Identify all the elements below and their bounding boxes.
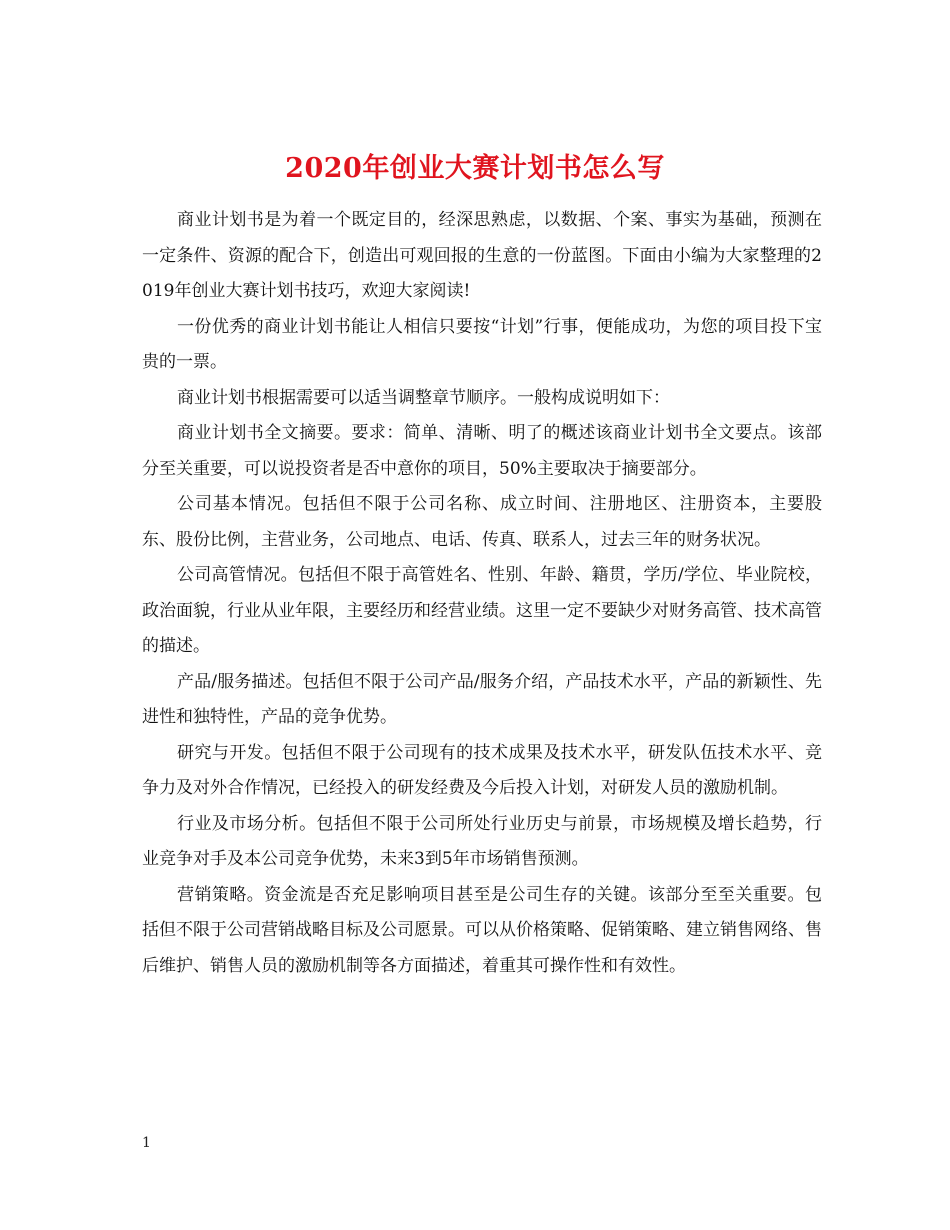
paragraph-management: 公司高管情况。包括但不限于高管姓名、性别、年龄、籍贯，学历/学位、毕业院校，政治面貌，行业从业年限，主要经历和经营业绩。这里一定不要缺少对财务高管、技术高管的描述。 [142, 565, 822, 656]
paragraph-summary: 商业计划书全文摘要。要求：简单、清晰、明了的概述该商业计划书全文要点。该部分至关重要，可以说投资者是否中意你的项目，50%主要取决于摘要部分。 [142, 423, 822, 479]
document-title: 2020年创业大赛计划书怎么写 [285, 153, 665, 185]
paragraph-intro: 商业计划书是为着一个既定目的，经深思熟虑，以数据、个案、事实为基础，预测在一定条件、资源的配合下，创造出可观回报的生意的一份蓝图。下面由小编为大家整理的2019年创业大赛计划书技巧，欢迎大家阅读! [142, 210, 822, 301]
paragraph-structure: 商业计划书根据需要可以适当调整章节顺序。一般构成说明如下： [177, 387, 670, 408]
paragraph-research: 研究与开发。包括但不限于公司现有的技术成果及技术水平，研发队伍技术水平、竞争力及对外合作情况，已经投入的研发经费及今后投入计划，对研发人员的激励机制。 [142, 742, 822, 798]
document-body [142, 203, 822, 984]
paragraph-company-info: 公司基本情况。包括但不限于公司名称、成立时间、注册地区、注册资本，主要股东、股份比例，主营业务，公司地点、电话、传真、联系人，过去三年的财务状况。 [142, 494, 822, 550]
paragraph-products: 产品/服务描述。包括但不限于公司产品/服务介绍，产品技术水平，产品的新颖性、先进性和独特性，产品的竞争优势。 [142, 671, 822, 727]
paragraph-marketing-strategy: 营销策略。资金流是否充足影响项目甚至是公司生存的关键。该部分至至关重要。包括但不限于公司营销战略目标及公司愿景。可以从价格策略、促销策略、建立销售网络、售后维护、销售人员的激励机制等各方面描述，着重其可操作性和有效性。 [142, 884, 822, 976]
page-number: 1 [142, 1135, 151, 1151]
paragraph-excellent-plan: 一份优秀的商业计划书能让人相信只要按“计划”行事，便能成功，为您的项目投下宝贵的一票。 [142, 316, 822, 372]
paragraph-market-analysis: 行业及市场分析。包括但不限于公司所处行业历史与前景，市场规模及增长趋势，行业竞争对手及本公司竞争优势，未来3到5年市场销售预测。 [142, 813, 822, 869]
